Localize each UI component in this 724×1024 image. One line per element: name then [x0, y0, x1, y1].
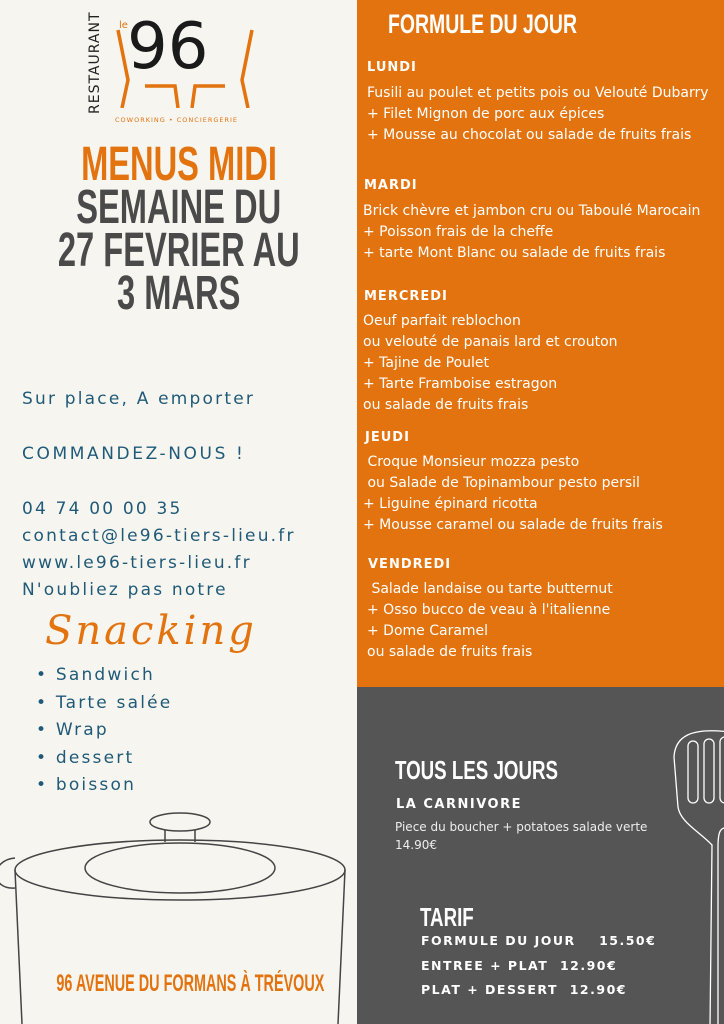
day-heading: LUNDI: [367, 60, 417, 75]
menu-line: ou velouté de panais lard et crouton: [363, 334, 618, 350]
logo: [85, 10, 275, 128]
menu-line: Croque Monsieur mozza pesto: [363, 454, 580, 470]
bullet-icon: •: [36, 720, 56, 740]
day-menu: [363, 452, 663, 536]
formule-title: FORMULE DU JOUR: [388, 9, 577, 39]
day-heading: MARDI: [364, 178, 418, 193]
day-heading: JEUDI: [365, 430, 410, 445]
logo-restaurant: RESTAURANT: [87, 11, 103, 114]
snacking-title: Snacking: [45, 608, 257, 654]
bullet-icon: •: [36, 692, 56, 713]
snack-item: Tarte salée: [55, 692, 173, 713]
phone-link[interactable]: 04 74 00 00 35: [22, 499, 183, 519]
tarif-row: ENTREE + PLAT 12.90€: [421, 958, 618, 973]
logo-le: le: [119, 20, 128, 31]
email-link[interactable]: contact@le96-tiers-lieu.fr: [22, 526, 296, 546]
menu-line: + Tajine de Poulet: [363, 355, 490, 371]
snacking-list: [36, 662, 172, 800]
day-menu: [363, 201, 700, 264]
order-text: COMMANDEZ-NOUS !: [22, 444, 246, 464]
dish-desc: Piece du boucher + potatoes salade verte: [395, 820, 648, 834]
menu-line: + Dome Caramel: [367, 623, 489, 639]
website-link[interactable]: www.le96-tiers-lieu.fr: [22, 553, 252, 573]
menu-line: ou Salade de Topinambour pesto persil: [363, 475, 640, 491]
day-heading: VENDREDI: [368, 557, 452, 572]
tous-title: TOUS LES JOURS: [395, 755, 558, 785]
reminder-text: N'oubliez pas notre: [22, 580, 228, 600]
formule-panel: [357, 0, 724, 687]
day-menu: [363, 311, 618, 416]
menu-line: Oeuf parfait reblochon: [363, 313, 521, 329]
menu-line: + Osso bucco de veau à l'italienne: [367, 602, 611, 618]
menu-line: + Liguine épinard ricotta: [363, 496, 538, 512]
menu-line: + Mousse caramel ou salade de fruits frais: [363, 517, 663, 533]
tous-panel: [357, 687, 724, 1024]
address-box: [40, 970, 340, 1000]
headline-date1: 27 FEVRIER AU: [57, 224, 300, 277]
snack-item: boisson: [55, 775, 137, 795]
headline-menus: MENUS MIDI: [80, 138, 277, 191]
menu-line: + Poisson frais de la cheffe: [363, 224, 554, 240]
snack-item: dessert: [55, 747, 135, 768]
service-text: Sur place, A emporter: [22, 389, 256, 409]
menu-line: Fusili au poulet et petits pois ou Velouté Dubarry: [367, 85, 709, 101]
day-menu: [367, 579, 613, 663]
menu-line: + Mousse au chocolat ou salade de fruits frais: [367, 127, 692, 143]
menu-line: ou salade de fruits frais: [367, 644, 533, 660]
tarif-row: PLAT + DESSERT 12.90€: [421, 982, 627, 997]
spatula-icon: [670, 727, 724, 1024]
dish-name: LA CARNIVORE: [396, 797, 522, 812]
snack-item: Sandwich: [55, 665, 155, 685]
bullet-icon: •: [36, 665, 56, 685]
bullet-icon: •: [36, 747, 56, 768]
snack-item: Wrap: [55, 720, 109, 740]
headline-week: SEMAINE DU: [76, 181, 281, 234]
menu-line: Brick chèvre et jambon cru ou Taboulé Marocain: [363, 203, 701, 219]
tarif-title: TARIF: [420, 902, 474, 932]
menu-line: + Tarte Framboise estragon: [363, 376, 558, 392]
menu-line: Salade landaise ou tarte butternut: [367, 581, 613, 597]
day-heading: MERCREDI: [364, 289, 448, 304]
logo-tagline: COWORKING • CONCIERGERIE: [115, 116, 239, 124]
logo-number: 96: [127, 10, 209, 84]
menu-line: + tarte Mont Blanc ou salade de fruits frais: [363, 245, 666, 261]
day-menu: [367, 83, 709, 146]
bullet-icon: •: [36, 775, 56, 795]
dish-price: 14.90€: [395, 838, 437, 852]
menu-line: ou salade de fruits frais: [363, 397, 529, 413]
headline-date2: 3 MARS: [116, 267, 241, 320]
address: 96 AVENUE DU FORMANS À TRÉVOUX: [55, 970, 325, 997]
tarif-row: FORMULE DU JOUR 15.50€: [421, 933, 657, 948]
menu-line: + Filet Mignon de porc aux épices: [367, 106, 605, 122]
